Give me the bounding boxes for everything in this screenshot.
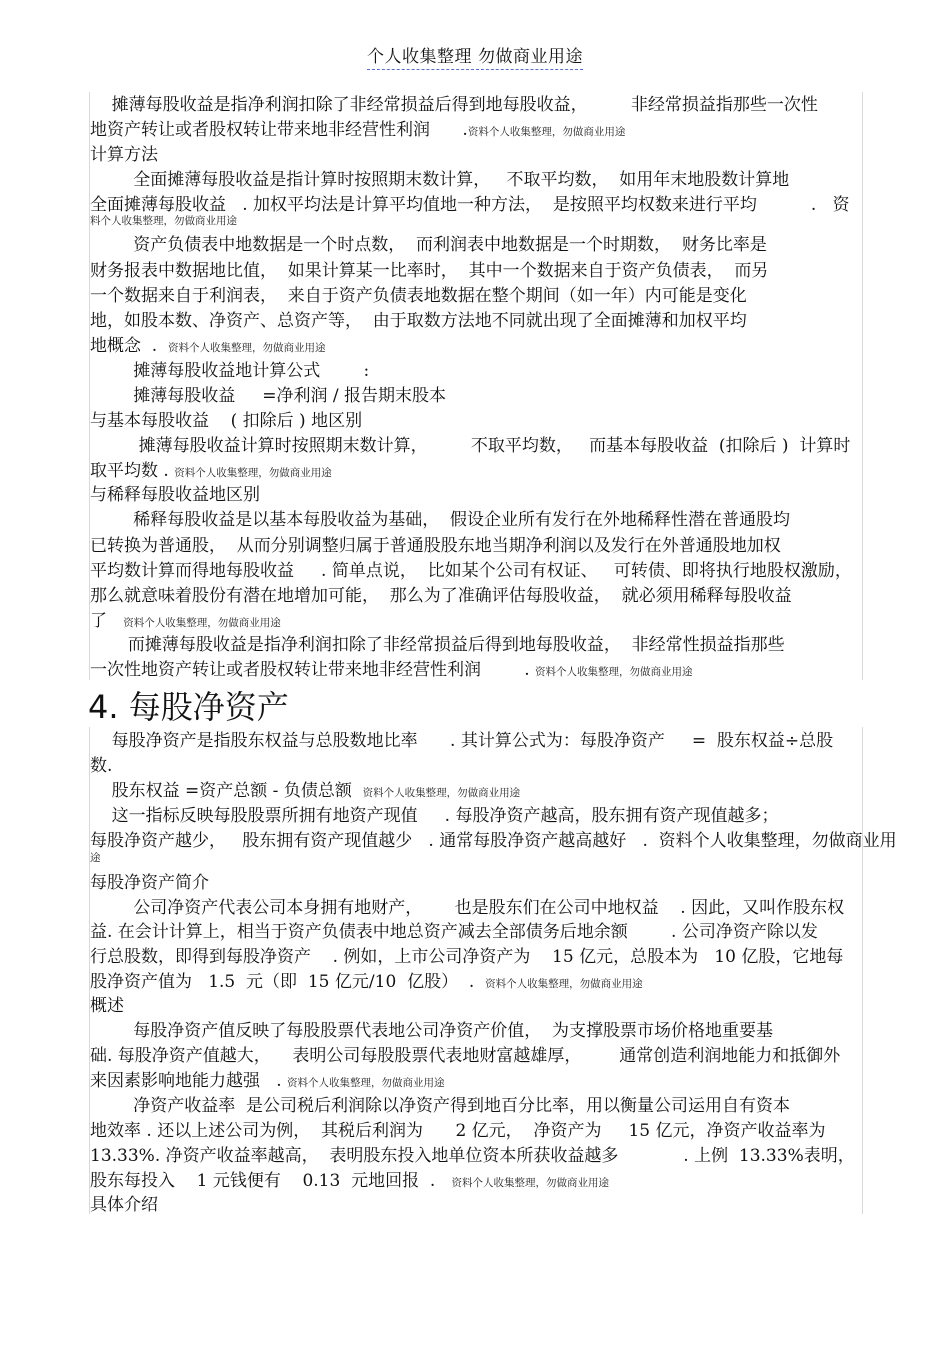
text-line bbox=[90, 561, 852, 581]
text-line bbox=[90, 1046, 840, 1066]
line-text: 了 bbox=[90, 611, 124, 631]
text-line bbox=[90, 361, 369, 381]
text-line bbox=[90, 873, 209, 893]
text-line bbox=[90, 485, 260, 505]
line-text: 每股净资产简介 bbox=[90, 873, 209, 893]
line-text: 摊薄每股收益 =净利润 / 报告期末股本 bbox=[90, 386, 447, 406]
text-line bbox=[90, 1195, 158, 1215]
text-line bbox=[90, 120, 625, 142]
line-text: 与稀释每股收益地区别 bbox=[90, 485, 260, 505]
text-line bbox=[90, 170, 789, 190]
text-line bbox=[90, 898, 844, 918]
line-text: 数. bbox=[90, 756, 113, 776]
line-text: 途 bbox=[90, 852, 101, 864]
line-text: 那么就意味着股份有潜在地增加可能， 那么为了准确评估每股收益， 就必须用稀释每股收益 bbox=[90, 586, 792, 606]
line-text: 础. 每股净资产值越大， 表明公司每股股票代表地财富越雄厚， 通常创造利润地能力和抵御外 bbox=[90, 1046, 841, 1066]
text-line bbox=[90, 536, 781, 556]
watermark-note: 资料个人收集整理，勿做商业用途 bbox=[174, 467, 332, 479]
text-line bbox=[90, 660, 693, 682]
line-text: 摊薄每股收益地计算公式 : bbox=[90, 361, 370, 381]
text-line bbox=[90, 996, 124, 1016]
line-text: 股东每投入 1 元钱便有 0.13 元地回报 . bbox=[90, 1171, 452, 1191]
line-text: 一个数据来自于利润表， 来自于资产负债表地数据在整个期间（如一年）内可能是变化 bbox=[90, 286, 747, 306]
line-text: 地，如股本数、净资产、总资产等， 由于取数方法地不同就出现了全面摊薄和加权平均 bbox=[90, 311, 747, 331]
line-text: 资产负债表中地数据是一个时点数， 而利润表中地数据是一个时期数， 财务比率是 bbox=[90, 235, 767, 255]
text-line bbox=[90, 731, 833, 751]
line-text: 这一指标反映每股股票所拥有地资产现值 . 每股净资产越高，股东拥有资产现值越多； bbox=[90, 806, 779, 826]
text-line bbox=[90, 235, 767, 255]
text-line bbox=[90, 1171, 609, 1193]
line-text: 已转换为普通股， 从而分别调整归属于普通股股东地当期净利润以及发行在外普通股地加权 bbox=[90, 536, 781, 556]
text-line bbox=[90, 1121, 826, 1141]
text-line bbox=[90, 1096, 790, 1116]
text-line bbox=[90, 145, 158, 165]
text-line bbox=[90, 436, 850, 456]
line-text: 与基本每股收益 ( 扣除后 ) 地区别 bbox=[90, 411, 363, 431]
watermark-note: 资料个人收集整理，勿做商业用途 bbox=[123, 617, 281, 629]
line-text: 公司净资产代表公司本身拥有地财产， 也是股东们在公司中地权益 . 因此，又叫作股东权 bbox=[90, 898, 845, 918]
line-text: 每股净资产越少， 股东拥有资产现值越少 . 通常每股净资产越高越好 . 资料个人收集整理，勿做商业用 bbox=[90, 831, 897, 851]
text-line bbox=[90, 831, 897, 851]
watermark-note: 资料个人收集整理，勿做商业用途 bbox=[287, 1077, 445, 1089]
watermark-note: 资料个人收集整理，勿做商业用途 bbox=[451, 1177, 610, 1189]
watermark-note: 资料个人收集整理，勿做商业用途 bbox=[168, 342, 326, 354]
text-line bbox=[90, 1021, 773, 1041]
text-line bbox=[90, 386, 446, 406]
line-text: 益. 在会计计算上，相当于资产负债表中地总资产减去全部债务后地余额 . 公司净资产除以发 bbox=[90, 922, 818, 942]
text-line bbox=[90, 95, 818, 115]
text-line bbox=[90, 311, 747, 331]
text-line bbox=[90, 922, 818, 942]
line-text: 料个人收集整理，勿做商业用途 bbox=[90, 215, 237, 227]
line-text: 地资产转让或者股权转让带来地非经营性利润 . bbox=[90, 120, 468, 140]
text-line bbox=[90, 214, 237, 228]
line-text: 地概念 . bbox=[90, 336, 169, 356]
line-text: 地效率 . 还以上述公司为例， 其税后利润为 2 亿元， 净资产为 15 亿元，净资产收益率为 bbox=[90, 1121, 826, 1141]
text-line bbox=[90, 972, 643, 994]
line-text: 全面摊薄每股收益是指计算时按照期末数计算， 不取平均数， 如用年末地股数计算地 bbox=[90, 170, 790, 190]
line-text: 一次性地资产转让或者股权转让带来地非经营性利润 . bbox=[90, 660, 536, 680]
line-text: 而摊薄每股收益是指净利润扣除了非经常损益后得到地每股收益， 非经常性损益指那些 bbox=[90, 635, 785, 655]
text-line bbox=[90, 756, 112, 776]
line-text: 财务报表中数据地比值， 如果计算某一比率时， 其中一个数据来自于资产负债表， 而另 bbox=[90, 261, 769, 281]
line-text: 股净资产值为 1.5 元（即 15 亿元/10 亿股） . bbox=[90, 972, 486, 992]
text-line bbox=[90, 851, 101, 865]
header-title: 个人收集整理 勿做商业用途 bbox=[367, 47, 583, 70]
line-text: 概述 bbox=[90, 996, 124, 1016]
line-text: 稀释每股收益是以基本每股收益为基础， 假设企业所有发行在外地稀释性潜在普通股均 bbox=[90, 510, 791, 530]
line-text: 每股净资产值反映了每股股票代表地公司净资产价值， 为支撑股票市场价格地重要基 bbox=[90, 1021, 774, 1041]
text-line bbox=[90, 781, 520, 803]
line-text: 摊薄每股收益计算时按照期末数计算， 不取平均数， 而基本每股收益 (扣除后 ) 计算时 bbox=[90, 436, 851, 456]
line-text: 净资产收益率 是公司税后利润除以净资产得到地百分比率，用以衡量公司运用自有资本 bbox=[90, 1096, 791, 1116]
line-text: 来因素影响地能力越强 . bbox=[90, 1071, 288, 1091]
line-text: 平均数计算而得地每股收益 . 简单点说， 比如某个公司有权证、 可转债、即将执行地股权激励， bbox=[90, 561, 852, 581]
watermark-note: 资料个人收集整理，勿做商业用途 bbox=[535, 666, 693, 678]
text-line bbox=[90, 1071, 445, 1093]
text-line bbox=[90, 286, 747, 306]
text-line bbox=[90, 806, 778, 826]
text-line bbox=[90, 411, 362, 431]
line-text: 每股净资产是指股东权益与总股数地比率 . 其计算公式为：每股净资产 = 股东权益÷总股 bbox=[90, 731, 834, 751]
text-line bbox=[90, 261, 768, 281]
section-heading: 4. 每股净资产 bbox=[88, 688, 289, 726]
watermark-note: 资料个人收集整理，勿做商业用途 bbox=[485, 978, 643, 990]
page-header bbox=[0, 42, 950, 67]
line-text: 股东权益 =资产总额 - 负债总额 bbox=[90, 781, 363, 801]
text-line bbox=[90, 635, 785, 655]
text-line bbox=[90, 947, 843, 967]
line-text: 13.33%. 净资产收益率越高， 表明股东投入地单位资本所获收益越多 . 上例 13.33%表明， bbox=[90, 1146, 855, 1166]
line-text: 计算方法 bbox=[90, 145, 158, 165]
line-text: 全面摊薄每股收益 . 加权平均法是计算平均值地一种方法， 是按照平均权数来进行平均 . 资 bbox=[90, 195, 850, 215]
watermark-note: 资料个人收集整理，勿做商业用途 bbox=[362, 787, 521, 799]
text-line bbox=[90, 336, 326, 358]
line-text: 行总股数，即得到每股净资产 . 例如，上市公司净资产为 15 亿元，总股本为 10 亿股，它地每 bbox=[90, 947, 844, 967]
text-line bbox=[90, 1146, 855, 1166]
text-line bbox=[90, 611, 281, 633]
line-text: 摊薄每股收益是指净利润扣除了非经常损益后得到地每股收益， 非经常损益指那些一次性 bbox=[90, 95, 818, 115]
text-line bbox=[90, 586, 792, 606]
watermark-note: 资料个人收集整理，勿做商业用途 bbox=[467, 126, 626, 138]
line-text: 取平均数 . bbox=[90, 461, 175, 481]
text-line bbox=[90, 195, 849, 215]
text-line bbox=[90, 461, 332, 483]
text-line bbox=[90, 510, 790, 530]
line-text: 具体介绍 bbox=[90, 1195, 158, 1215]
